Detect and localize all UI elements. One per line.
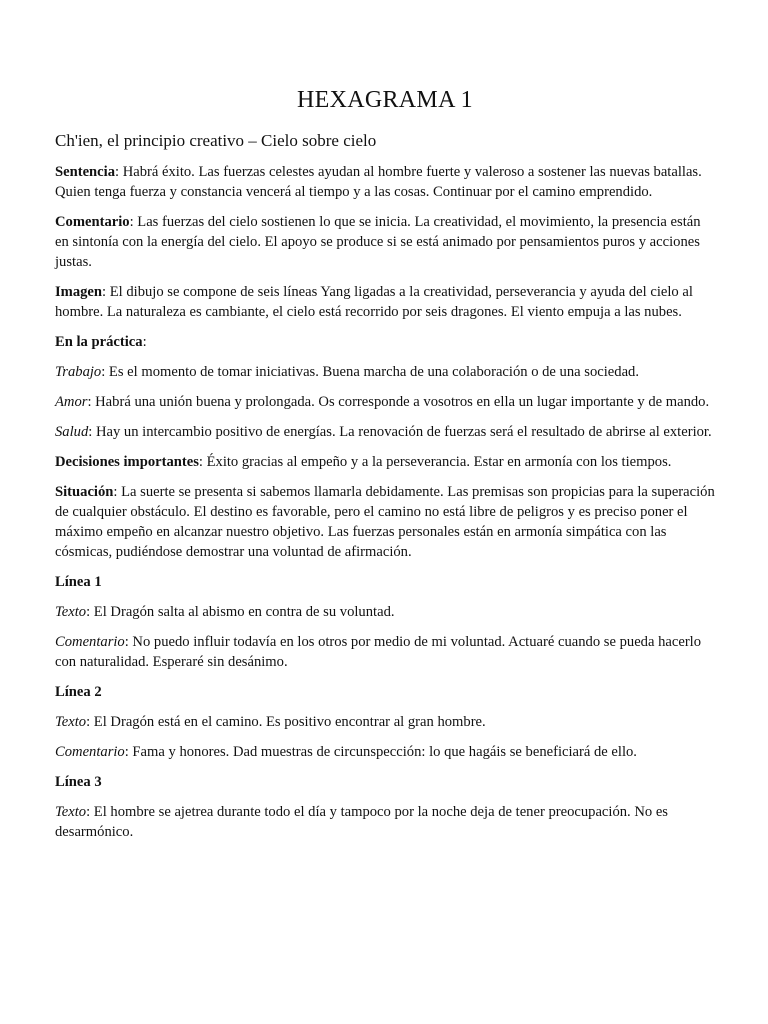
salud-label: Salud: [55, 424, 89, 440]
linea-1-comentario-label: Comentario: [55, 634, 125, 650]
amor-paragraph: [55, 392, 715, 412]
linea-2-comentario: : Fama y honores. Dad muestras de circunspección: lo que hagáis se beneficiará de ello.: [124, 744, 637, 760]
linea-1-texto: : El Dragón salta al abismo en contra de su voluntad.: [86, 604, 395, 620]
linea-1-comentario: : No puedo influir todavía en los otros por medio de mi voluntad. Actuaré cuando se pueda hacerlo con naturalidad. Esperaré sin desánimo.: [55, 634, 702, 670]
linea-3-texto-label: Texto: [55, 804, 87, 820]
linea-1-texto-label: Texto: [55, 604, 87, 620]
comentario-label: Comentario: [55, 214, 130, 230]
situacion-text: : La suerte se presenta si sabemos llamarla debidamente. Las premisas son propicias para la superación de cualquier obstáculo. El destino es favorable, pero el camino no está libre de peligros y es preciso poner el máximo empeño en alcanzar nuestro objetivo. Las fuerzas personales están en armonía simpática con las cósmicas, pudiéndose demostrar una voluntad de afirmación.: [55, 484, 715, 560]
linea-2-heading-text: Línea 2: [55, 684, 102, 700]
linea-3-heading: [55, 772, 715, 792]
page-title: HEXAGRAMA 1: [297, 87, 473, 113]
situacion-label: Situación: [55, 484, 114, 500]
page-subtitle: Ch'ien, el principio creativo – Cielo sobre cielo: [55, 131, 377, 150]
linea-1-heading: [55, 572, 715, 592]
linea-1-texto-paragraph: [55, 602, 715, 622]
linea-3-texto-paragraph: [55, 802, 715, 842]
linea-3-texto: : El hombre se ajetrea durante todo el día y tampoco por la noche deja de tener preocupación. No es desarmónico.: [55, 804, 668, 840]
salud-paragraph: [55, 422, 715, 442]
comentario-paragraph: [55, 212, 715, 272]
linea-2-heading: [55, 682, 715, 702]
decisiones-label: Decisiones importantes: [55, 454, 199, 470]
linea-1-heading-text: Línea 1: [55, 574, 102, 590]
amor-label: Amor: [55, 394, 88, 410]
practica-paragraph: [55, 332, 715, 352]
linea-2-texto-paragraph: [55, 712, 715, 732]
sentencia-text: : Habrá éxito. Las fuerzas celestes ayudan al hombre fuerte y valeroso a sostener las nuevas batallas. Quien tenga fuerza y constancia vencerá al tiempo y a las cosas. Continuar por el camino emprendido.: [55, 164, 702, 200]
sentencia-label: Sentencia: [55, 164, 115, 180]
linea-3-heading-text: Línea 3: [55, 774, 102, 790]
situacion-paragraph: [55, 482, 715, 562]
linea-2-comentario-label: Comentario: [55, 744, 125, 760]
document-page: [55, 84, 715, 842]
practica-label: En la práctica: [55, 334, 143, 350]
linea-2-texto-label: Texto: [55, 714, 87, 730]
salud-text: : Hay un intercambio positivo de energías. La renovación de fuerzas será el resultado de abrirse al exterior.: [88, 424, 712, 440]
decisiones-paragraph: [55, 452, 715, 472]
linea-2-texto: : El Dragón está en el camino. Es positivo encontrar al gran hombre.: [86, 714, 486, 730]
comentario-text: : Las fuerzas del cielo sostienen lo que se inicia. La creatividad, el movimiento, la presencia están en sintonía con la energía del cielo. El apoyo se produce si se está animado por pensamientos puros y acciones justas.: [55, 214, 701, 270]
imagen-text: : El dibujo se compone de seis líneas Yang ligadas a la creatividad, perseverancia y ayuda del cielo al hombre. La naturaleza es cambiante, el cielo está recorrido por seis dragones. El viento empuja a las nubes.: [55, 284, 693, 320]
imagen-label: Imagen: [55, 284, 103, 300]
trabajo-label: Trabajo: [55, 364, 102, 380]
linea-1-comentario-paragraph: [55, 632, 715, 672]
trabajo-paragraph: [55, 362, 715, 382]
amor-text: : Habrá una unión buena y prolongada. Os corresponde a vosotros en ella un lugar importante y de mando.: [87, 394, 710, 410]
practica-text: :: [142, 334, 147, 350]
linea-2-comentario-paragraph: [55, 742, 715, 762]
trabajo-text: : Es el momento de tomar iniciativas. Buena marcha de una colaboración o de una sociedad.: [101, 364, 639, 380]
sentencia-paragraph: [55, 162, 715, 202]
imagen-paragraph: [55, 282, 715, 322]
decisiones-text: : Éxito gracias al empeño y a la perseverancia. Estar en armonía con los tiempos.: [198, 454, 672, 470]
